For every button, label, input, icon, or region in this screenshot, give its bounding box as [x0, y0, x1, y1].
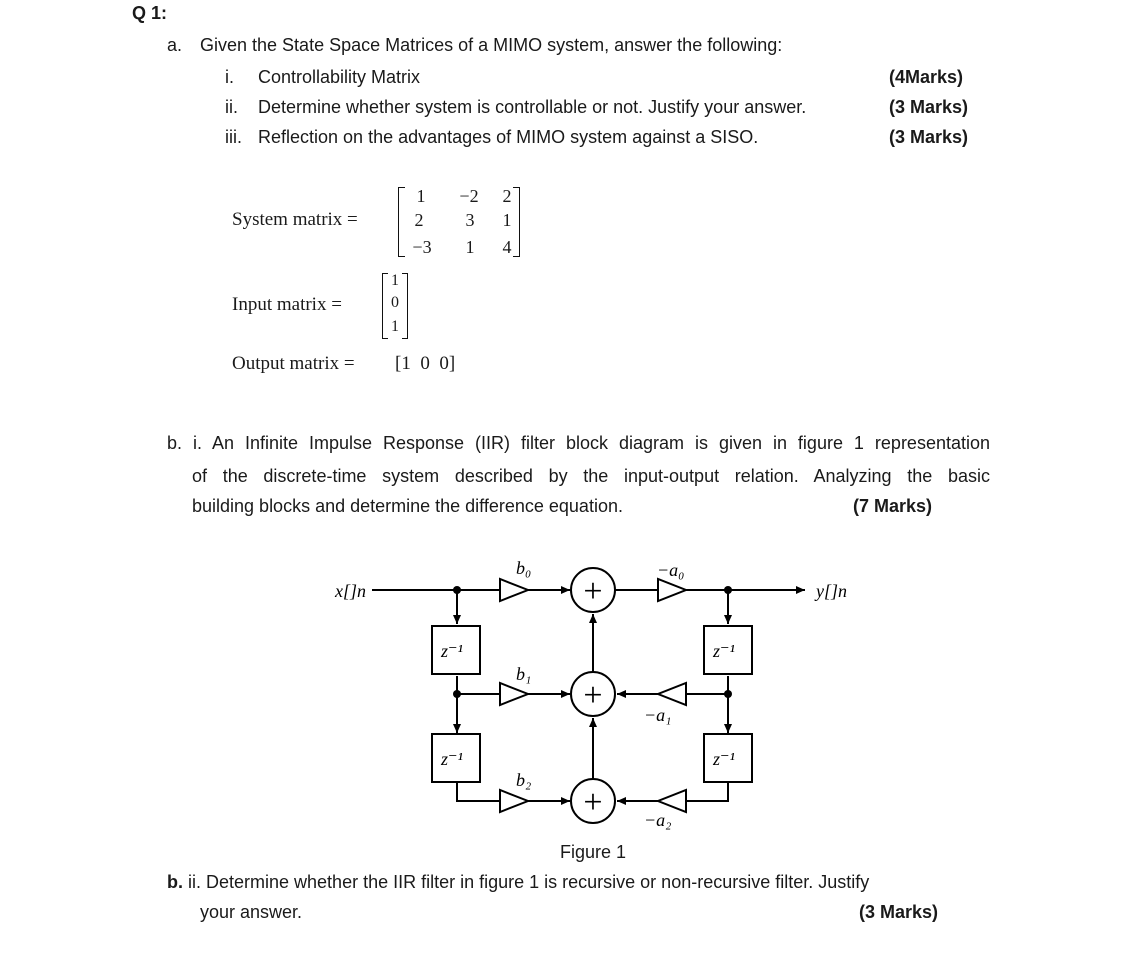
gain-triangle	[500, 683, 528, 705]
matrix-cell: 1	[391, 318, 399, 335]
item-number: i.	[225, 67, 234, 87]
matrix-cell: 3	[465, 210, 475, 230]
delay-label: z⁻¹	[441, 749, 463, 769]
gain-label-a1: −a₁	[644, 705, 672, 725]
part-b2-line	[167, 872, 869, 893]
part-b-marks: (7 Marks)	[853, 496, 933, 516]
item-text: Determine whether system is controllable or not. Justify your answer.	[258, 97, 807, 117]
junction-dot	[453, 586, 461, 594]
gain-label-a0: −a₀	[657, 560, 685, 580]
part-a-marker: a.	[167, 35, 183, 55]
part-b2-line: your answer.	[200, 902, 303, 922]
delay-label: z⁻¹	[713, 749, 735, 769]
delay-label: z⁻¹	[441, 641, 463, 661]
item-text: Controllability Matrix	[258, 67, 421, 87]
delay-label: z⁻¹	[713, 641, 735, 661]
matrix-cell: 0	[391, 294, 399, 311]
gain-triangle	[500, 579, 528, 601]
matrix-cell: −3	[412, 237, 432, 257]
item-text: Reflection on the advantages of MIMO system against a SISO.	[258, 127, 759, 147]
part-b-line: building blocks and determine the difference equation.	[192, 496, 623, 516]
gain-triangle	[500, 790, 528, 812]
junction-dot	[724, 586, 732, 594]
gain-label-a2: −a₂	[644, 810, 672, 830]
item-marks: (3 Marks)	[889, 97, 969, 117]
junction-dot	[724, 690, 732, 698]
part-b-line: of the discrete-time system described by the input-output relation. Analyzing the basic	[192, 466, 990, 486]
figure-caption: Figure 1	[560, 842, 627, 862]
item-number: ii.	[225, 97, 238, 117]
adder-symbol: +	[583, 677, 603, 714]
gain-label-b2: b₂	[516, 770, 532, 790]
matrix-cell: 1	[391, 272, 399, 289]
matrix-cell: 2	[502, 186, 512, 206]
item-marks: (4Marks)	[889, 67, 964, 87]
junction-dot	[453, 690, 461, 698]
part-b2-prefix: b.	[167, 872, 183, 892]
matrix-cell: 4	[502, 237, 512, 257]
gain-triangle	[658, 579, 686, 601]
question-title: Q 1:	[132, 3, 168, 23]
output-matrix: [1 0 0]	[395, 353, 456, 374]
matrix-cell: 2	[414, 210, 424, 230]
gain-triangle	[658, 683, 686, 705]
matrix-cell: 1	[465, 237, 475, 257]
part-b2-marks: (3 Marks)	[859, 902, 939, 922]
part-a-intro: Given the State Space Matrices of a MIMO system, answer the following:	[200, 35, 783, 55]
item-marks: (3 Marks)	[889, 127, 969, 147]
input-matrix-label: Input matrix =	[232, 294, 342, 315]
signal-path	[686, 782, 728, 801]
part-b2-text: ii. Determine whether the IIR filter in figure 1 is recursive or non-recursive filter. Justify	[183, 872, 870, 892]
item-number: iii.	[225, 127, 242, 147]
output-matrix-label: Output matrix =	[232, 353, 355, 374]
gain-label-b1: b₁	[516, 664, 532, 684]
matrix-cell: 1	[416, 186, 426, 206]
gain-label-b0: b₀	[516, 558, 532, 578]
part-b-line: b. i. An Infinite Impulse Response (IIR) filter block diagram is given in figure 1 representation	[167, 433, 990, 453]
matrix-cell: −2	[459, 186, 479, 206]
matrix-cell: 1	[502, 210, 512, 230]
output-signal-label: y[]n	[816, 581, 847, 601]
system-matrix-label: System matrix =	[232, 209, 358, 230]
gain-triangle	[658, 790, 686, 812]
adder-symbol: +	[583, 573, 603, 610]
signal-path	[457, 782, 500, 801]
input-signal-label: x[]n	[335, 581, 366, 601]
adder-symbol: +	[583, 784, 603, 821]
